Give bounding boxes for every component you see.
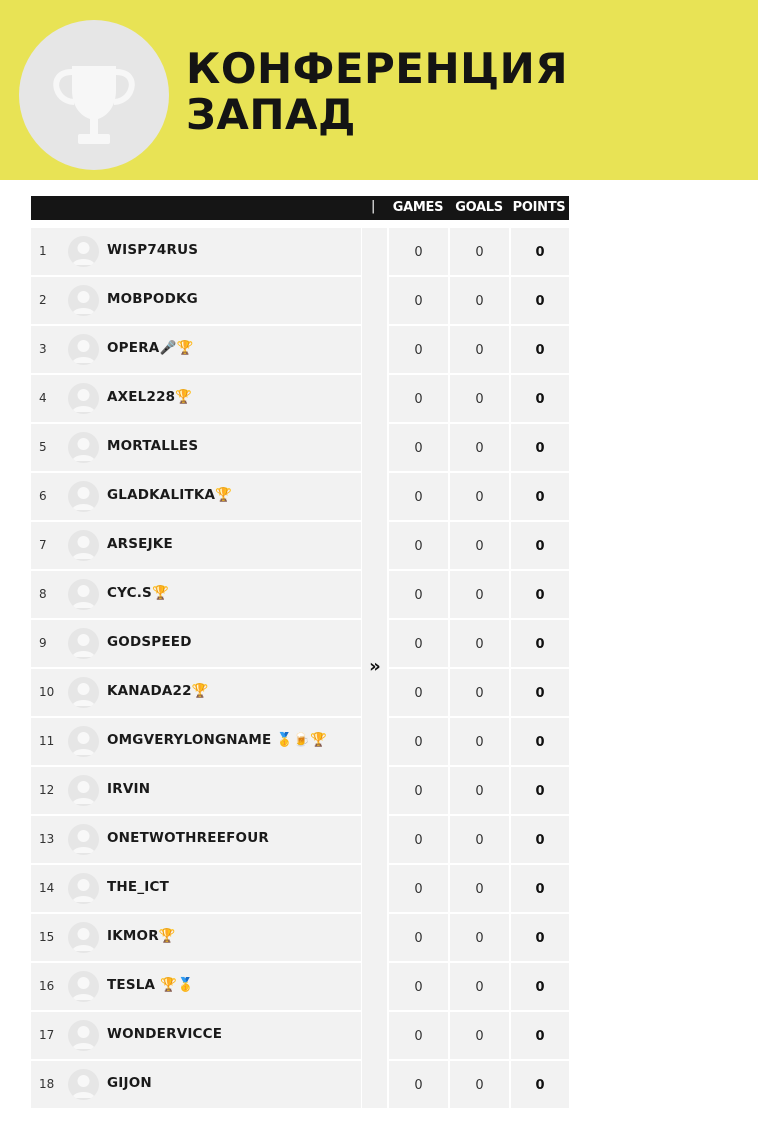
games-value: 0	[414, 539, 423, 554]
games-value: 0	[414, 490, 423, 505]
goals-cell	[450, 865, 509, 912]
player-name[interactable]	[107, 228, 198, 273]
table-row[interactable]	[31, 620, 569, 669]
player-name-text[interactable]: MOBPODKG	[107, 291, 198, 307]
goals-cell	[450, 473, 509, 520]
games-cell	[389, 375, 448, 422]
points-cell	[511, 326, 569, 373]
goals-value: 0	[475, 539, 484, 554]
player-cell	[31, 277, 361, 324]
points-cell	[511, 767, 569, 814]
player-cell	[31, 1012, 361, 1059]
player-badges: 🏆	[151, 585, 169, 601]
player-name-text[interactable]: ARSEJKE	[107, 536, 173, 552]
table-row[interactable]	[31, 277, 569, 326]
goals-value: 0	[475, 686, 484, 701]
avatar[interactable]	[68, 971, 99, 1002]
rank: 14	[39, 881, 55, 895]
player-badges: 🏆	[158, 928, 176, 944]
table-row[interactable]	[31, 963, 569, 1012]
points-cell	[511, 228, 569, 275]
rank: 12	[39, 783, 55, 797]
games-value: 0	[414, 784, 423, 799]
player-name-text[interactable]: KANADA22	[107, 683, 192, 699]
games-cell	[389, 424, 448, 471]
points-value: 0	[535, 980, 545, 995]
table-row[interactable]	[31, 865, 569, 914]
avatar[interactable]	[68, 775, 99, 806]
table-row[interactable]	[31, 375, 569, 424]
avatar[interactable]	[68, 1069, 99, 1100]
games-value: 0	[414, 637, 423, 652]
column-games[interactable]: GAMES	[392, 200, 444, 215]
games-value: 0	[414, 1029, 423, 1044]
player-name[interactable]	[107, 522, 173, 567]
games-cell	[389, 277, 448, 324]
table-row[interactable]	[31, 718, 569, 767]
avatar-placeholder-icon	[68, 383, 99, 414]
games-cell	[389, 718, 448, 765]
table-row[interactable]	[31, 424, 569, 473]
rank: 16	[39, 979, 55, 993]
points-cell	[511, 375, 569, 422]
goals-cell	[450, 1061, 509, 1108]
goals-value: 0	[475, 490, 484, 505]
player-name[interactable]	[107, 669, 209, 714]
title-line-1: КОНФЕРЕНЦИЯ	[186, 44, 569, 93]
rank: 10	[39, 685, 55, 699]
player-cell	[31, 326, 361, 373]
points-value: 0	[535, 490, 545, 505]
points-cell	[511, 963, 569, 1010]
player-cell	[31, 669, 361, 716]
player-cell	[31, 571, 361, 618]
points-cell	[511, 1061, 569, 1108]
player-name-text[interactable]: OMGVERYLONGNAME	[107, 732, 272, 748]
avatar[interactable]	[68, 628, 99, 659]
player-name-text[interactable]: ONETWOTHREEFOUR	[107, 830, 269, 846]
goals-cell	[450, 571, 509, 618]
avatar-placeholder-icon	[68, 1020, 99, 1051]
games-cell	[389, 767, 448, 814]
points-value: 0	[535, 294, 545, 309]
table-row[interactable]	[31, 669, 569, 718]
goals-cell	[450, 228, 509, 275]
goals-value: 0	[475, 1029, 484, 1044]
title-line-2: ЗАПАД	[186, 90, 356, 139]
player-name-text[interactable]: GODSPEED	[107, 634, 192, 650]
player-badges: 🏆🥇	[155, 977, 195, 993]
points-value: 0	[535, 833, 545, 848]
player-name[interactable]	[107, 473, 232, 518]
points-value: 0	[535, 392, 545, 407]
games-value: 0	[414, 441, 423, 456]
rank: 2	[39, 293, 47, 307]
games-cell	[389, 865, 448, 912]
player-name-text[interactable]: WISP74RUS	[107, 242, 199, 258]
conference-header	[0, 0, 758, 180]
goals-value: 0	[475, 931, 484, 946]
avatar[interactable]	[68, 530, 99, 561]
rank: 5	[39, 440, 47, 454]
player-cell	[31, 424, 361, 471]
points-cell	[511, 424, 569, 471]
avatar[interactable]	[68, 579, 99, 610]
player-cell	[31, 228, 361, 275]
points-cell	[511, 277, 569, 324]
avatar[interactable]	[68, 873, 99, 904]
games-cell	[389, 669, 448, 716]
games-cell	[389, 326, 448, 373]
player-badges: 🏆	[215, 487, 233, 503]
standings-table	[31, 228, 569, 1110]
player-name-text[interactable]: THE_ICT	[107, 879, 170, 895]
goals-value: 0	[475, 392, 484, 407]
conference-logo	[19, 20, 169, 170]
player-name[interactable]	[107, 718, 327, 763]
goals-value: 0	[475, 784, 484, 799]
player-name[interactable]	[107, 375, 192, 420]
player-name-text[interactable]: CYC.S	[107, 585, 152, 601]
goals-value: 0	[475, 588, 484, 603]
avatar-placeholder-icon	[68, 677, 99, 708]
table-row[interactable]	[31, 571, 569, 620]
table-row[interactable]	[31, 1012, 569, 1061]
player-name[interactable]	[107, 571, 169, 616]
avatar[interactable]	[68, 285, 99, 316]
player-name[interactable]	[107, 767, 150, 812]
goals-value: 0	[475, 882, 484, 897]
avatar[interactable]	[68, 677, 99, 708]
player-cell	[31, 914, 361, 961]
rank: 13	[39, 832, 55, 846]
goals-cell	[450, 914, 509, 961]
goals-value: 0	[475, 833, 484, 848]
games-value: 0	[414, 1078, 423, 1093]
player-badges: 🏆	[191, 683, 209, 699]
table-row[interactable]	[31, 522, 569, 571]
goals-value: 0	[475, 343, 484, 358]
avatar[interactable]	[68, 726, 99, 757]
rank: 3	[39, 342, 47, 356]
avatar-placeholder-icon	[68, 530, 99, 561]
player-cell	[31, 767, 361, 814]
avatar-placeholder-icon	[68, 775, 99, 806]
table-row[interactable]	[31, 914, 569, 963]
avatar-placeholder-icon	[68, 1069, 99, 1100]
games-value: 0	[414, 686, 423, 701]
player-name-text[interactable]: IKMOR	[107, 928, 159, 944]
points-cell	[511, 865, 569, 912]
games-cell	[389, 1061, 448, 1108]
avatar-placeholder-icon	[68, 432, 99, 463]
avatar[interactable]	[68, 334, 99, 365]
avatar[interactable]	[68, 481, 99, 512]
rank: 7	[39, 538, 47, 552]
games-cell	[389, 522, 448, 569]
avatar[interactable]	[68, 236, 99, 267]
points-cell	[511, 620, 569, 667]
avatar-placeholder-icon	[68, 334, 99, 365]
games-cell	[389, 1012, 448, 1059]
table-row[interactable]	[31, 228, 569, 277]
goals-cell	[450, 767, 509, 814]
column-points[interactable]: POINTS	[512, 200, 566, 215]
games-cell	[389, 620, 448, 667]
rank: 4	[39, 391, 47, 405]
table-row[interactable]	[31, 326, 569, 375]
games-cell	[389, 963, 448, 1010]
points-cell	[511, 718, 569, 765]
avatar-placeholder-icon	[68, 922, 99, 953]
goals-value: 0	[475, 245, 484, 260]
table-row[interactable]	[31, 473, 569, 522]
goals-value: 0	[475, 735, 484, 750]
header-separator: |	[371, 199, 376, 214]
player-name-text[interactable]: GLADKALITKA	[107, 487, 216, 503]
points-value: 0	[535, 539, 545, 554]
games-value: 0	[414, 735, 423, 750]
player-name-text[interactable]: TESLA	[107, 977, 156, 993]
games-value: 0	[414, 343, 423, 358]
player-cell	[31, 522, 361, 569]
points-value: 0	[535, 735, 545, 750]
games-cell	[389, 228, 448, 275]
points-cell	[511, 669, 569, 716]
player-cell	[31, 963, 361, 1010]
goals-value: 0	[475, 980, 484, 995]
player-badges: 🥇🍺🏆	[271, 732, 328, 748]
games-value: 0	[414, 931, 423, 946]
avatar-placeholder-icon	[68, 236, 99, 267]
goals-value: 0	[475, 441, 484, 456]
player-cell	[31, 1061, 361, 1108]
avatar-placeholder-icon	[68, 873, 99, 904]
avatar-placeholder-icon	[68, 579, 99, 610]
goals-cell	[450, 620, 509, 667]
games-cell	[389, 914, 448, 961]
goals-cell	[450, 277, 509, 324]
points-value: 0	[535, 1029, 545, 1044]
avatar[interactable]	[68, 383, 99, 414]
avatar-placeholder-icon	[68, 481, 99, 512]
games-cell	[389, 571, 448, 618]
table-row[interactable]	[31, 767, 569, 816]
goals-value: 0	[475, 294, 484, 309]
player-name[interactable]	[107, 865, 169, 910]
expand-columns-icon[interactable]: »	[369, 656, 381, 677]
points-value: 0	[535, 588, 545, 603]
points-cell	[511, 473, 569, 520]
rank: 9	[39, 636, 47, 650]
player-name[interactable]	[107, 1012, 222, 1057]
goals-cell	[450, 326, 509, 373]
table-row[interactable]	[31, 1061, 569, 1110]
table-row[interactable]	[31, 816, 569, 865]
player-name-text[interactable]: OPERA	[107, 340, 160, 356]
avatar[interactable]	[68, 824, 99, 855]
player-name[interactable]	[107, 326, 193, 371]
avatar[interactable]	[68, 432, 99, 463]
player-name-text[interactable]: IRVIN	[107, 781, 151, 797]
points-cell	[511, 914, 569, 961]
rank: 15	[39, 930, 55, 944]
player-cell	[31, 718, 361, 765]
player-name[interactable]	[107, 914, 176, 959]
points-value: 0	[535, 784, 545, 799]
player-name-text[interactable]: AXEL228	[107, 389, 176, 405]
rank: 17	[39, 1028, 55, 1042]
avatar-placeholder-icon	[68, 628, 99, 659]
points-value: 0	[535, 686, 545, 701]
column-goals[interactable]: GOALS	[455, 200, 503, 215]
goals-cell	[450, 522, 509, 569]
player-name-text[interactable]: WONDERVICCE	[107, 1026, 223, 1042]
player-cell	[31, 375, 361, 422]
rank: 11	[39, 734, 55, 748]
player-cell	[31, 473, 361, 520]
player-name-text[interactable]: GIJON	[107, 1075, 152, 1091]
goals-cell	[450, 718, 509, 765]
avatar[interactable]	[68, 1020, 99, 1051]
goals-cell	[450, 375, 509, 422]
goals-cell	[450, 963, 509, 1010]
trophy-icon	[50, 60, 138, 152]
player-cell	[31, 865, 361, 912]
points-value: 0	[535, 637, 545, 652]
avatar-placeholder-icon	[68, 824, 99, 855]
page-title	[186, 46, 706, 138]
points-cell	[511, 1012, 569, 1059]
games-value: 0	[414, 588, 423, 603]
rank: 1	[39, 244, 47, 258]
avatar-placeholder-icon	[68, 285, 99, 316]
goals-cell	[450, 669, 509, 716]
points-value: 0	[535, 1078, 545, 1093]
points-cell	[511, 571, 569, 618]
table-header	[31, 196, 569, 220]
goals-cell	[450, 424, 509, 471]
player-name[interactable]	[107, 424, 198, 469]
player-badges: 🎤🏆	[159, 340, 194, 356]
games-value: 0	[414, 392, 423, 407]
points-cell	[511, 522, 569, 569]
games-cell	[389, 816, 448, 863]
player-cell	[31, 816, 361, 863]
points-value: 0	[535, 931, 545, 946]
games-value: 0	[414, 294, 423, 309]
points-value: 0	[535, 882, 545, 897]
player-name[interactable]	[107, 620, 192, 665]
games-value: 0	[414, 980, 423, 995]
rank: 18	[39, 1077, 55, 1091]
games-value: 0	[414, 833, 423, 848]
points-value: 0	[535, 441, 545, 456]
player-name[interactable]	[107, 277, 198, 322]
goals-cell	[450, 816, 509, 863]
player-badges: 🏆	[175, 389, 193, 405]
points-cell	[511, 816, 569, 863]
points-value: 0	[535, 343, 545, 358]
games-cell	[389, 473, 448, 520]
goals-cell	[450, 1012, 509, 1059]
player-cell	[31, 620, 361, 667]
rank: 8	[39, 587, 47, 601]
avatar[interactable]	[68, 922, 99, 953]
games-value: 0	[414, 882, 423, 897]
player-name-text[interactable]: MORTALLES	[107, 438, 199, 454]
games-value: 0	[414, 245, 423, 260]
goals-value: 0	[475, 1078, 484, 1093]
avatar-placeholder-icon	[68, 971, 99, 1002]
player-name[interactable]	[107, 963, 194, 1008]
player-name[interactable]	[107, 1061, 152, 1106]
goals-value: 0	[475, 637, 484, 652]
player-name[interactable]	[107, 816, 269, 861]
avatar-placeholder-icon	[68, 726, 99, 757]
points-value: 0	[535, 245, 545, 260]
rank: 6	[39, 489, 47, 503]
